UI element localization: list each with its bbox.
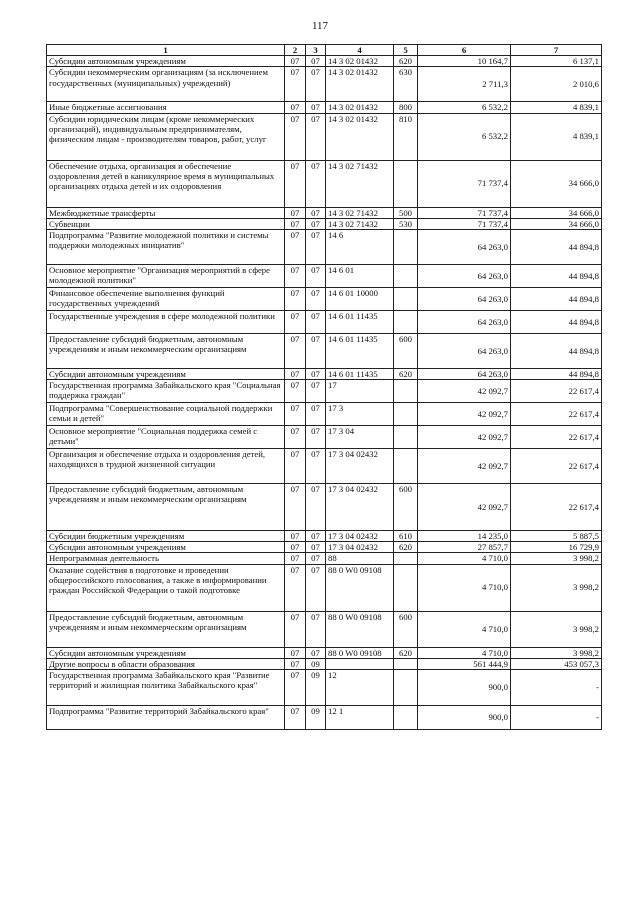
row-section: 07 <box>285 218 306 229</box>
row-section: 07 <box>285 484 306 531</box>
table-row <box>47 333 602 368</box>
row-subsection: 07 <box>306 218 326 229</box>
row-amount-actual: 44 894,8 <box>511 310 602 333</box>
row-name: Субвенции <box>47 218 285 229</box>
row-amount-plan: 4 710,0 <box>418 553 511 564</box>
row-section: 07 <box>285 449 306 484</box>
row-name: Обеспечение отдыха, организация и обеспечение оздоровления детей в каникулярное время в муниципальных организациях отдыха детей и их оздоровления <box>47 160 285 207</box>
table-row <box>47 531 602 542</box>
row-amount-actual: 34 666,0 <box>511 207 602 218</box>
row-amount-plan: 4 710,0 <box>418 564 511 611</box>
row-amount-plan: 14 235,0 <box>418 531 511 542</box>
table-row <box>47 426 602 449</box>
row-expense-type: 600 <box>394 333 418 368</box>
row-amount-plan: 42 092,7 <box>418 426 511 449</box>
row-expense-type <box>394 310 418 333</box>
row-name: Оказание содействия в подготовке и проведении общероссийского голосования, а также в информировании граждан Российской Федерации о такой подготовке <box>47 564 285 611</box>
row-amount-plan: 64 263,0 <box>418 368 511 379</box>
row-expense-type: 620 <box>394 56 418 67</box>
row-expense-type: 530 <box>394 218 418 229</box>
row-target-code: 17 3 04 <box>326 426 394 449</box>
row-target-code: 17 3 04 02432 <box>326 542 394 553</box>
row-expense-type <box>394 705 418 729</box>
row-amount-actual: 22 617,4 <box>511 426 602 449</box>
row-subsection: 07 <box>306 310 326 333</box>
row-section: 07 <box>285 705 306 729</box>
row-section: 07 <box>285 403 306 426</box>
row-subsection: 07 <box>306 553 326 564</box>
row-target-code: 12 1 <box>326 705 394 729</box>
row-name: Основное мероприятие "Социальная поддержка семей с детьми" <box>47 426 285 449</box>
row-name: Иные бюджетные ассигнования <box>47 102 285 113</box>
row-expense-type <box>394 449 418 484</box>
row-section: 07 <box>285 553 306 564</box>
table-row <box>47 67 602 102</box>
row-subsection: 07 <box>306 380 326 403</box>
row-expense-type: 600 <box>394 611 418 647</box>
row-amount-actual: 3 998,2 <box>511 564 602 611</box>
row-target-code: 14 3 02 71432 <box>326 218 394 229</box>
row-name: Основное мероприятие "Организация мероприятий в сфере молодежной политики" <box>47 264 285 287</box>
row-name: Непрограммная деятельность <box>47 553 285 564</box>
row-section: 07 <box>285 380 306 403</box>
row-amount-plan: 561 444,9 <box>418 658 511 669</box>
row-target-code: 14 3 02 01432 <box>326 102 394 113</box>
header-col-5: 5 <box>394 45 418 56</box>
row-expense-type <box>394 287 418 310</box>
header-col-7: 7 <box>511 45 602 56</box>
table-row <box>47 287 602 310</box>
budget-table <box>46 44 602 730</box>
row-expense-type: 630 <box>394 67 418 102</box>
row-amount-actual: 5 887,5 <box>511 531 602 542</box>
row-subsection: 07 <box>306 229 326 264</box>
row-target-code: 14 3 02 71432 <box>326 160 394 207</box>
row-amount-actual: 44 894,8 <box>511 368 602 379</box>
row-amount-plan: 900,0 <box>418 669 511 705</box>
row-expense-type: 620 <box>394 647 418 658</box>
row-subsection: 09 <box>306 669 326 705</box>
row-amount-actual: 4 839,1 <box>511 113 602 160</box>
row-expense-type: 610 <box>394 531 418 542</box>
row-section: 07 <box>285 67 306 102</box>
table-row <box>47 647 602 658</box>
table-row <box>47 102 602 113</box>
row-amount-actual: 6 137,1 <box>511 56 602 67</box>
row-target-code: 17 3 04 02432 <box>326 484 394 531</box>
row-target-code: 88 0 W0 09108 <box>326 647 394 658</box>
row-name: Организация и обеспечение отдыха и оздоровления детей, находящихся в трудной жизненной ситуации <box>47 449 285 484</box>
row-amount-plan: 6 532,2 <box>418 113 511 160</box>
table-row <box>47 218 602 229</box>
table-row <box>47 564 602 611</box>
row-section: 07 <box>285 160 306 207</box>
header-col-1: 1 <box>47 45 285 56</box>
row-section: 07 <box>285 647 306 658</box>
row-amount-actual: 44 894,8 <box>511 287 602 310</box>
row-expense-type <box>394 229 418 264</box>
row-expense-type <box>394 564 418 611</box>
row-name: Государственная программа Забайкальского края "Социальная поддержка граждан" <box>47 380 285 403</box>
row-section: 07 <box>285 310 306 333</box>
row-name: Другие вопросы в области образования <box>47 658 285 669</box>
row-section: 07 <box>285 264 306 287</box>
row-amount-plan: 64 263,0 <box>418 229 511 264</box>
row-expense-type: 600 <box>394 484 418 531</box>
table-row <box>47 207 602 218</box>
row-subsection: 07 <box>306 449 326 484</box>
row-amount-plan: 42 092,7 <box>418 449 511 484</box>
row-amount-plan: 900,0 <box>418 705 511 729</box>
row-expense-type: 810 <box>394 113 418 160</box>
table-row <box>47 380 602 403</box>
row-name: Финансовое обеспечение выполнения функций государственных учреждений <box>47 287 285 310</box>
row-amount-plan: 2 711,3 <box>418 67 511 102</box>
row-subsection: 09 <box>306 705 326 729</box>
table-row <box>47 553 602 564</box>
row-amount-plan: 64 263,0 <box>418 310 511 333</box>
row-target-code: 88 0 W0 09108 <box>326 564 394 611</box>
table-row <box>47 705 602 729</box>
row-section: 07 <box>285 531 306 542</box>
table-row <box>47 449 602 484</box>
table-row <box>47 310 602 333</box>
row-amount-plan: 64 263,0 <box>418 264 511 287</box>
row-amount-plan: 10 164,7 <box>418 56 511 67</box>
row-section: 07 <box>285 564 306 611</box>
row-amount-actual: 22 617,4 <box>511 449 602 484</box>
row-section: 07 <box>285 669 306 705</box>
row-subsection: 07 <box>306 368 326 379</box>
row-amount-actual: 3 998,2 <box>511 611 602 647</box>
row-subsection: 07 <box>306 403 326 426</box>
row-subsection: 07 <box>306 426 326 449</box>
row-name: Предоставление субсидий бюджетным, автономным учреждениям и иным некоммерческим организациям <box>47 333 285 368</box>
row-name: Субсидии автономным учреждениям <box>47 56 285 67</box>
row-subsection: 07 <box>306 611 326 647</box>
row-section: 07 <box>285 611 306 647</box>
row-name: Подпрограмма "Совершенствование социальной поддержки семьи и детей" <box>47 403 285 426</box>
row-target-code: 14 3 02 01432 <box>326 113 394 160</box>
row-section: 07 <box>285 287 306 310</box>
row-subsection: 07 <box>306 113 326 160</box>
row-amount-actual: 22 617,4 <box>511 380 602 403</box>
row-target-code: 14 6 01 10000 <box>326 287 394 310</box>
row-amount-actual: 22 617,4 <box>511 403 602 426</box>
row-expense-type <box>394 669 418 705</box>
row-name: Подпрограмма "Развитие территорий Забайкальского края" <box>47 705 285 729</box>
row-amount-plan: 42 092,7 <box>418 484 511 531</box>
row-name: Государственные учреждения в сфере молодежной политики <box>47 310 285 333</box>
row-section: 07 <box>285 56 306 67</box>
row-amount-actual: 44 894,8 <box>511 229 602 264</box>
header-col-4: 4 <box>326 45 394 56</box>
row-target-code <box>326 658 394 669</box>
row-target-code: 88 0 W0 09108 <box>326 611 394 647</box>
row-amount-plan: 64 263,0 <box>418 333 511 368</box>
row-target-code: 14 3 02 01432 <box>326 67 394 102</box>
row-expense-type: 620 <box>394 368 418 379</box>
row-expense-type <box>394 403 418 426</box>
table-row <box>47 403 602 426</box>
table-row <box>47 658 602 669</box>
table-row <box>47 542 602 553</box>
row-subsection: 07 <box>306 160 326 207</box>
row-subsection: 07 <box>306 542 326 553</box>
row-expense-type <box>394 380 418 403</box>
header-col-3: 3 <box>306 45 326 56</box>
row-name: Межбюджетные трансферты <box>47 207 285 218</box>
row-expense-type: 620 <box>394 542 418 553</box>
row-amount-plan: 42 092,7 <box>418 380 511 403</box>
header-col-2: 2 <box>285 45 306 56</box>
row-subsection: 07 <box>306 564 326 611</box>
row-expense-type <box>394 658 418 669</box>
row-name: Предоставление субсидий бюджетным, автономным учреждениям и иным некоммерческим организациям <box>47 611 285 647</box>
row-subsection: 07 <box>306 67 326 102</box>
row-target-code: 17 <box>326 380 394 403</box>
row-target-code: 14 6 01 11435 <box>326 310 394 333</box>
table-row <box>47 611 602 647</box>
row-amount-plan: 64 263,0 <box>418 287 511 310</box>
row-section: 07 <box>285 102 306 113</box>
row-amount-actual: 3 998,2 <box>511 647 602 658</box>
row-amount-actual: - <box>511 705 602 729</box>
row-section: 07 <box>285 426 306 449</box>
row-name: Субсидии автономным учреждениям <box>47 542 285 553</box>
row-subsection: 07 <box>306 647 326 658</box>
row-name: Государственная программа Забайкальского края "Развитие территорий и жилищная политика Забайкальского края" <box>47 669 285 705</box>
row-subsection: 07 <box>306 333 326 368</box>
row-target-code: 14 6 01 11435 <box>326 333 394 368</box>
row-subsection: 07 <box>306 207 326 218</box>
row-amount-actual: 2 010,6 <box>511 67 602 102</box>
row-amount-actual: 44 894,8 <box>511 333 602 368</box>
row-subsection: 07 <box>306 531 326 542</box>
row-section: 07 <box>285 207 306 218</box>
row-expense-type: 800 <box>394 102 418 113</box>
row-section: 07 <box>285 658 306 669</box>
row-name: Подпрограмма "Развитие молодежной политики и системы поддержки молодежных инициатив" <box>47 229 285 264</box>
row-subsection: 07 <box>306 287 326 310</box>
row-target-code: 17 3 04 02432 <box>326 449 394 484</box>
row-subsection: 09 <box>306 658 326 669</box>
row-amount-actual: - <box>511 669 602 705</box>
row-name: Предоставление субсидий бюджетным, автономным учреждениям и иным некоммерческим организациям <box>47 484 285 531</box>
row-expense-type <box>394 426 418 449</box>
row-amount-actual: 22 617,4 <box>511 484 602 531</box>
row-expense-type <box>394 264 418 287</box>
page-number: 117 <box>311 20 329 32</box>
table-row <box>47 56 602 67</box>
row-amount-plan: 71 737,4 <box>418 218 511 229</box>
row-target-code: 17 3 <box>326 403 394 426</box>
row-target-code: 14 6 <box>326 229 394 264</box>
row-subsection: 07 <box>306 264 326 287</box>
header-row <box>47 45 602 56</box>
row-amount-actual: 4 839,1 <box>511 102 602 113</box>
row-amount-actual: 34 666,0 <box>511 218 602 229</box>
table-row <box>47 229 602 264</box>
row-name: Субсидии некоммерческим организациям (за исключением государственных (муниципальных) учреждений) <box>47 67 285 102</box>
row-expense-type <box>394 160 418 207</box>
row-target-code: 12 <box>326 669 394 705</box>
table-row <box>47 368 602 379</box>
row-amount-actual: 3 998,2 <box>511 553 602 564</box>
table-row <box>47 264 602 287</box>
row-section: 07 <box>285 113 306 160</box>
row-amount-plan: 4 710,0 <box>418 611 511 647</box>
row-section: 07 <box>285 229 306 264</box>
row-target-code: 88 <box>326 553 394 564</box>
row-target-code: 14 6 01 <box>326 264 394 287</box>
row-amount-plan: 71 737,4 <box>418 207 511 218</box>
row-amount-plan: 6 532,2 <box>418 102 511 113</box>
table-row <box>47 113 602 160</box>
row-name: Субсидии юридическим лицам (кроме некоммерческих организаций), индивидуальным предпринимателям, физическим лицам - производителям товаров, работ, услуг <box>47 113 285 160</box>
row-expense-type: 500 <box>394 207 418 218</box>
row-name: Субсидии бюджетным учреждениям <box>47 531 285 542</box>
row-target-code: 14 3 02 01432 <box>326 56 394 67</box>
row-target-code: 14 3 02 71432 <box>326 207 394 218</box>
row-amount-plan: 71 737,4 <box>418 160 511 207</box>
row-target-code: 17 3 04 02432 <box>326 531 394 542</box>
row-name: Субсидии автономным учреждениям <box>47 647 285 658</box>
table-row <box>47 484 602 531</box>
table-row <box>47 160 602 207</box>
row-subsection: 07 <box>306 56 326 67</box>
row-amount-actual: 453 057,3 <box>511 658 602 669</box>
row-amount-actual: 34 666,0 <box>511 160 602 207</box>
table-row <box>47 669 602 705</box>
row-amount-plan: 42 092,7 <box>418 403 511 426</box>
row-section: 07 <box>285 333 306 368</box>
row-target-code: 14 6 01 11435 <box>326 368 394 379</box>
row-section: 07 <box>285 368 306 379</box>
row-amount-actual: 16 729,9 <box>511 542 602 553</box>
header-col-6: 6 <box>418 45 511 56</box>
row-expense-type <box>394 553 418 564</box>
row-amount-plan: 27 857,7 <box>418 542 511 553</box>
row-amount-actual: 44 894,8 <box>511 264 602 287</box>
row-subsection: 07 <box>306 484 326 531</box>
row-name: Субсидии автономным учреждениям <box>47 368 285 379</box>
row-subsection: 07 <box>306 102 326 113</box>
row-section: 07 <box>285 542 306 553</box>
row-amount-plan: 4 710,0 <box>418 647 511 658</box>
